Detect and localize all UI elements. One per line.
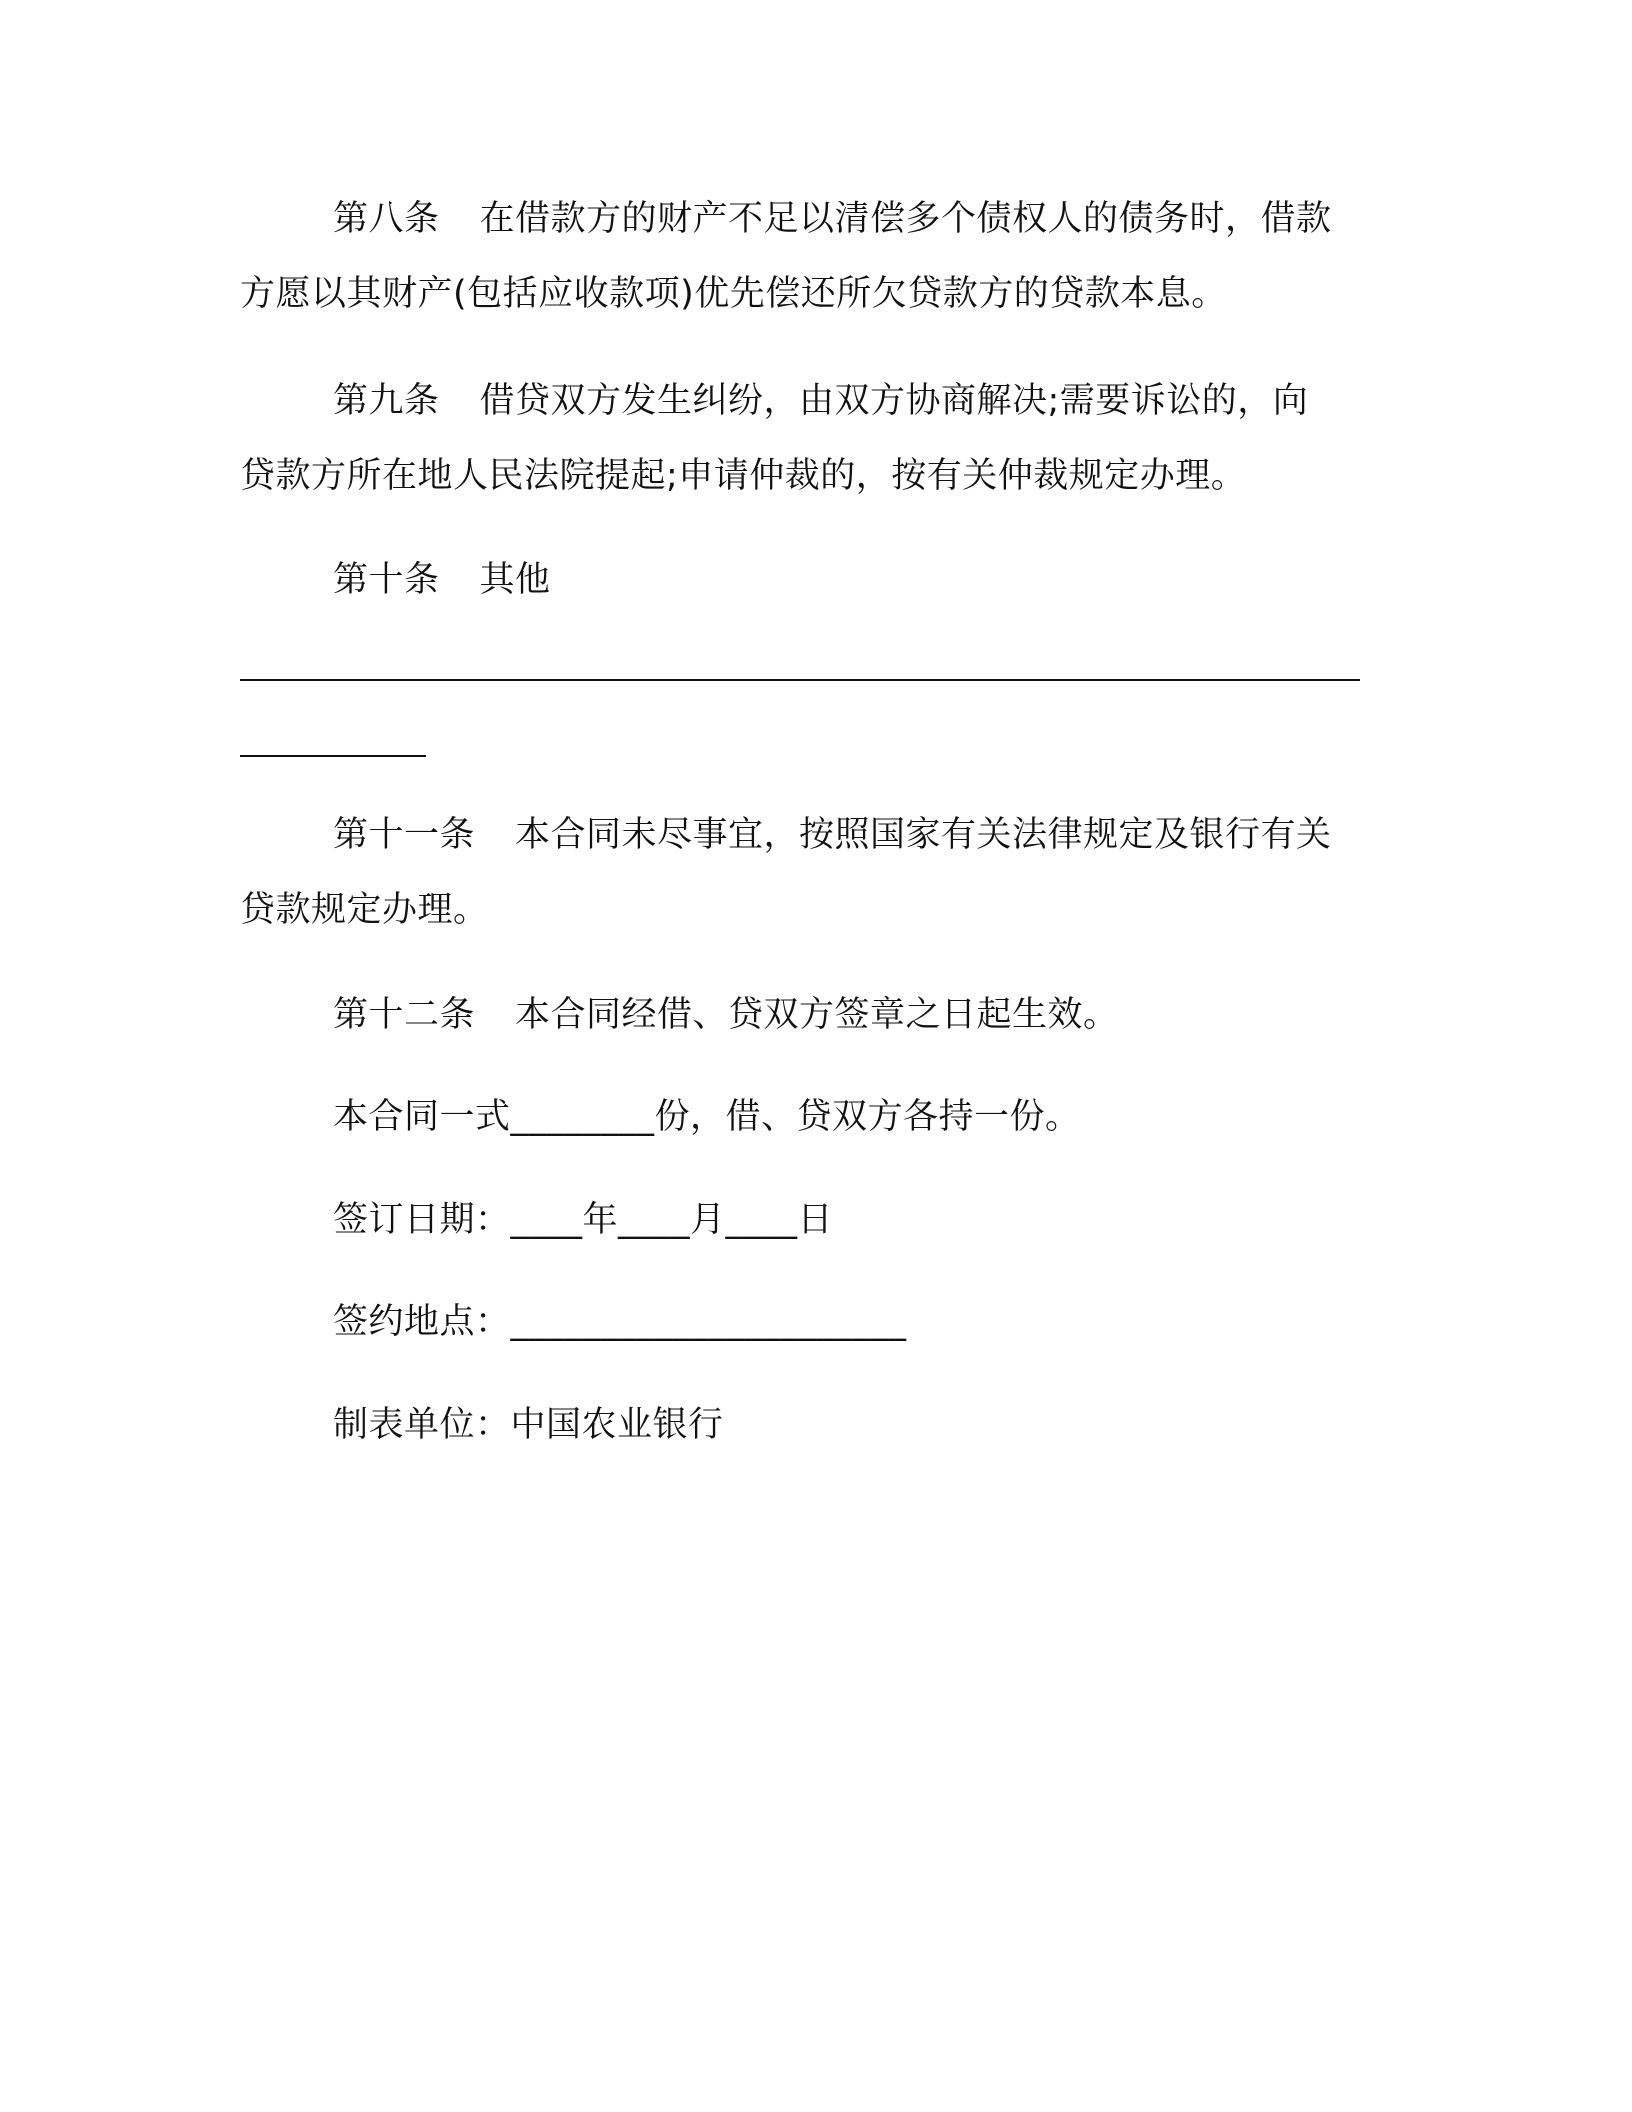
signing-date-line: 签订日期：____年____月____日	[333, 1200, 834, 1240]
article-9-label: 第九条	[333, 381, 440, 421]
article-8-line-1	[333, 195, 1332, 243]
article-10-line	[333, 556, 551, 604]
blank-line-long	[240, 679, 1360, 681]
article-12-label: 第十二条	[333, 995, 476, 1035]
article-11-line-1	[333, 811, 1332, 859]
article-9-line-1	[333, 377, 1308, 425]
article-12-text: 本合同经借、贷双方签章之日起生效。	[515, 995, 1119, 1035]
article-11-label: 第十一条	[333, 815, 476, 855]
article-9-text-1: 借贷双方发生纠纷，由双方协商解决;需要诉讼的，向	[479, 381, 1309, 421]
issuer-line: 制表单位：中国农业银行	[333, 1405, 724, 1445]
article-9-line-2: 贷款方所在地人民法院提起;申请仲裁的，按有关仲裁规定办理。	[240, 456, 1247, 496]
signing-place-line: 签约地点：______________________	[333, 1302, 907, 1342]
article-10-label: 第十条	[333, 560, 440, 600]
copies-line: 本合同一式________份，借、贷双方各持一份。	[333, 1097, 1081, 1137]
article-8-line-2: 方愿以其财产(包括应收款项)优先偿还所欠贷款方的贷款本息。	[240, 274, 1227, 314]
article-8-text-1: 在借款方的财产不足以清偿多个债权人的债务时，借款	[479, 199, 1332, 239]
article-12-line	[333, 991, 1119, 1039]
article-10-text: 其他	[479, 560, 551, 600]
article-8-label: 第八条	[333, 199, 440, 239]
article-11-line-2: 贷款规定办理。	[240, 890, 489, 930]
article-11-text-1: 本合同未尽事宜，按照国家有关法律规定及银行有关	[515, 815, 1332, 855]
blank-line-short	[240, 755, 426, 757]
